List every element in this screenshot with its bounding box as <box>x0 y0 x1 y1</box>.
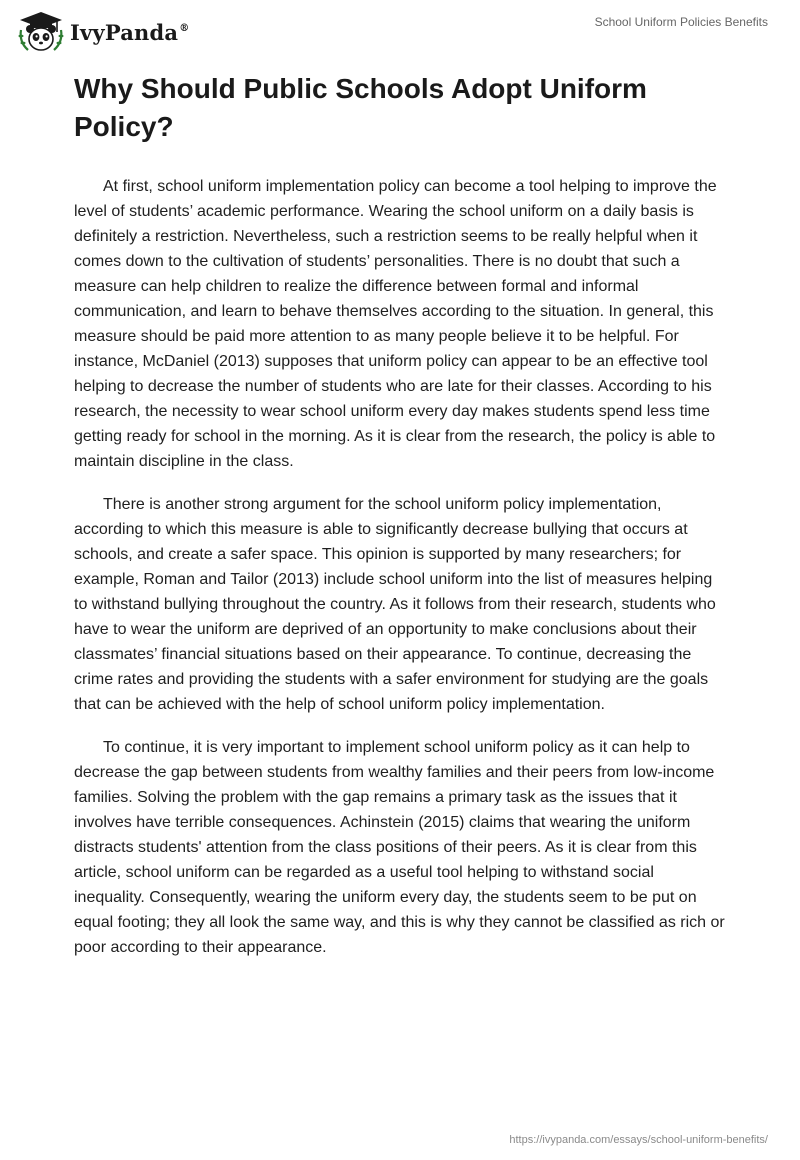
brand-name: IvyPanda® <box>70 19 190 45</box>
paragraph: There is another strong argument for the school uniform policy implementation, according to which this measure is able to significantly decrease bullying that occurs at schools, and create a safer space. This opinion is supported by many researchers; for example, Roman and Tailor (2013) include school uniform into the list of measures helping to withstand bullying throughout the country. As it follows from their research, students who have to wear the uniform are deprived of an opportunity to make conclusions about their classmates’ financial situations based on their appearance. To continue, decreasing the crime rates and providing the students with a safer environment for studying are the goals that can be achieved with the help of school uniform policy implementation. <box>74 496 716 713</box>
article-body <box>74 174 726 978</box>
ivypanda-logo[interactable] <box>16 10 189 54</box>
paragraph: To continue, it is very important to implement school uniform policy as it can help to decrease the gap between students from wealthy families and their peers from low-income families. Solving the problem with the gap remains a primary task as the issues that it involves have terrible consequences. Achinstein (2015) claims that wearing the uniform distracts students' attention from the class positions of their peers. As it is clear from this article, school uniform can be regarded as a useful tool helping to withstand social inequality. Consequently, wearing the uniform every day, the students seem to be put on equal footing; they all look the same way, and this is why they cannot be classified as rich or poor according to their appearance. <box>74 739 725 956</box>
running-head: School Uniform Policies Benefits <box>594 15 768 29</box>
registered-mark: ® <box>179 22 190 34</box>
panda-graduate-icon <box>16 10 66 54</box>
paragraph: At first, school uniform implementation policy can become a tool helping to improve the level of students’ academic performance. Wearing the school uniform on a daily basis is definitely a restriction. Nevertheless, such a restriction seems to be really helpful when it comes down to the cultivation of students’ personalities. There is no doubt that such a measure can help children to realize the difference between formal and informal communication, and learn to behave themselves according to the situation. In general, this measure should be paid more attention to as many people believe it to be helpful. For instance, McDaniel (2013) supposes that uniform policy can appear to be an effective tool helping to decrease the number of students who are late for their classes. According to his research, the necessity to wear school uniform every day makes students spend less time getting ready for school in the morning. As it is clear from the research, the policy is able to maintain discipline in the class. <box>74 178 717 470</box>
article-title: Why Should Public Schools Adopt Uniform Policy? <box>74 73 647 142</box>
source-url-link[interactable]: https://ivypanda.com/essays/school-uniform-benefits/ <box>509 1134 768 1146</box>
